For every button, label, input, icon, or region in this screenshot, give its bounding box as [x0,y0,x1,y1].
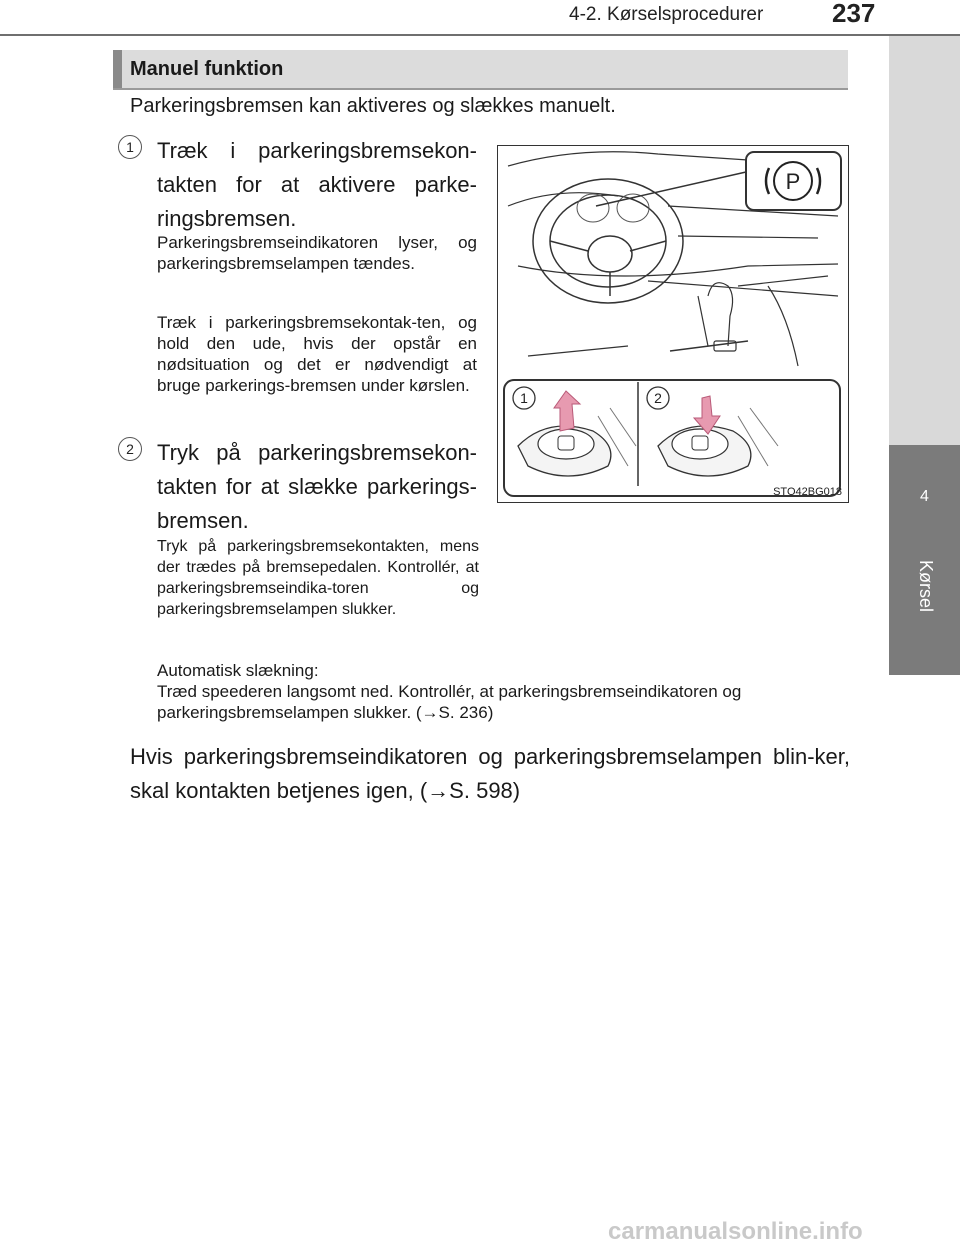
warning-text: Hvis parkeringsbremseindikatoren og parkeringsbremselampen blin-ker, skal kontakten betjenes igen, (→S. 598) [130,744,850,803]
watermark: carmanualsonline.info [608,1218,863,1245]
section-label: 4-2. Kørselsprocedurer [569,4,764,25]
step-2-note-1: Tryk på parkeringsbremsekontakten, mens der trædes på bremsepedalen. Kontrollér, at parkeringsbremseindika-toren og parkeringsbremselampen slukker. [157,538,479,618]
intro-text: Parkeringsbremsen kan aktiveres og slækkes manuelt. [130,95,616,117]
gear-shift [708,283,798,366]
auto-release [157,660,847,723]
steering-wheel [533,179,683,303]
side-tab-upper [889,36,960,446]
step-1-note-1: Parkeringsbremseindikatoren lyser, og parkeringsbremselampen tændes. [157,233,477,273]
section-heading: Manuel funktion [130,58,284,80]
step-1-text: Træk i parkeringsbremsekon-takten for at aktivere parke-ringsbremsen. [157,138,477,231]
figure-code: STO42BG018 [773,486,842,498]
chapter-title: Kørsel [916,560,936,613]
auto-release-title: Automatisk slækning: [157,661,319,680]
header-rule [0,34,960,36]
parking-brake-figure [497,145,849,503]
step-number-1: 1 [118,135,142,159]
step-2-text: Tryk på parkeringsbremsekon-takten for at slække parkerings-bremsen. [157,440,477,533]
indicator-symbol: P [785,169,801,194]
step-number-2: 2 [118,437,142,461]
chapter-number: 4 [920,488,929,505]
callout-1: 1 [520,390,528,406]
page-number: 237 [832,0,876,28]
callout-2: 2 [654,390,662,406]
auto-release-text: Træd speederen langsomt ned. Kontrollér, at parkeringsbremseindikatoren og parkeringsbremselampen slukker. (→S. 236) [157,682,742,722]
cockpit-illustration [498,146,848,502]
step-1-note-2: Træk i parkeringsbremsekontak-ten, og hold den ude, hvis der opstår en nødsituation og det er nødvendigt at bruge parkerings-bremsen under kørslen. [157,313,477,395]
